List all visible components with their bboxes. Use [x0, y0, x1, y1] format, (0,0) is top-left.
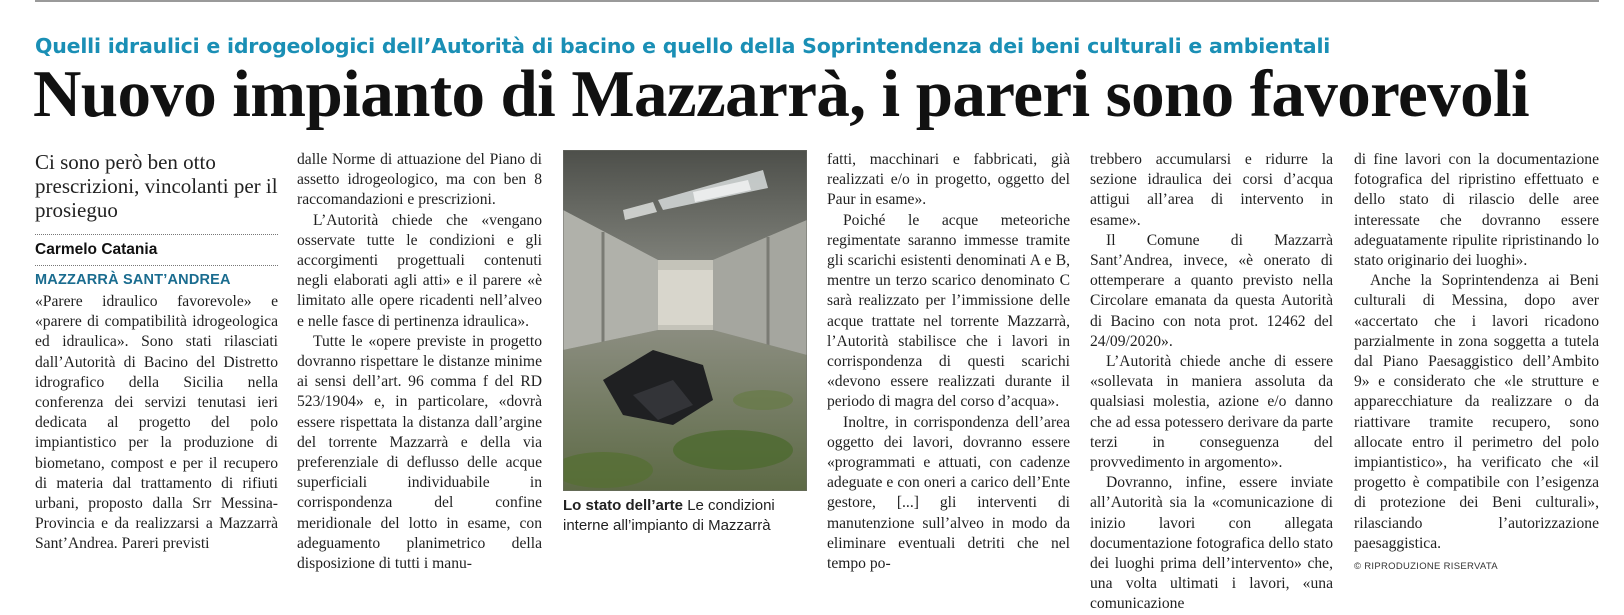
paragraph: «Parere idraulico favorevole» e «parere di compatibilità idrogeologica ed idraulica». Sono stati rilasciati dall’Autorità di Bacino del Distretto idrografico della Sicilia nella conferenza dei servizi tenutasi ieri dedicata al progetto del polo impiantistico per la produzione di biometano, compost e per il recupero di materia dal trattamento di rifiuti urbani, proposto dalla Srr Messina-Provincia e da realizzarsi a Mazzarrà Sant’Andrea. Pareri previsti	[35, 293, 278, 553]
column-5	[1354, 150, 1599, 577]
paragraph: Anche la Soprintendenza ai Beni culturali di Messina, dopo aver «accertato che i lavori ricadono parzialmente in zona soggetta a tutela dal Piano Paesaggistico dell’Ambito 9» e considerato che «le strutture e apparecchiature da realizzare o da riattivare tramite recupero, sono allocate entro il perimetro del polo impiantistico», ha verificato che «il progetto è compatibile con l’esigenza di protezione dei Beni culturali», rilasciando l’autorizzazione paesaggistica.	[1354, 272, 1599, 552]
article-summary: Ci sono però ben otto prescrizioni, vincolanti per il prosieguo	[35, 150, 278, 235]
article-kicker: Quelli idraulici e idrogeologici dell’Autorità di bacino e quello della Soprintendenza dei beni culturali e ambientali	[35, 34, 1331, 58]
column-3	[827, 150, 1070, 574]
column-2	[297, 150, 542, 574]
paragraph: Il Comune di Mazzarrà Sant’Andrea, invece, «è onerato di ottemperare a quanto previsto nella Circolare emanata da questa Autorità di Bacino con nota prot. 12462 del 24/09/2020».	[1090, 231, 1333, 350]
copyright-notice: © RIPRODUZIONE RISERVATA	[1354, 561, 1498, 573]
column-4	[1090, 150, 1333, 615]
photo-caption	[563, 496, 813, 536]
paragraph: trebbero accumularsi e ridurre la sezione idraulica dei corsi d’acqua attigui all’area di intervento in esame».	[1090, 151, 1333, 229]
article-author: Carmelo Catania	[35, 235, 278, 266]
column-1-text	[35, 292, 278, 555]
column-1	[35, 150, 278, 555]
article-photo	[563, 150, 807, 491]
paragraph: Dovranno, infine, essere inviate all’Autorità sia la «comunicazione di inizio lavori con allegata documentazione fotografica dello stato dei luoghi prima dell’intervento» che, una volta ultimati i lavori, «una comunicazione	[1090, 474, 1333, 613]
article-dateline: MAZZARRÀ SANT’ANDREA	[35, 272, 231, 288]
photo-caption-text: Le condizioni interne all’impianto di Mazzarrà	[563, 497, 775, 534]
paragraph: Tutte le «opere previste in progetto dovranno rispettare le distanze minime ai sensi dell’art. 96 comma f del RD 523/1904» e, in particolare, «dovrà essere rispettata la distanza dall’argine del torrente Mazzarrà e della via preferenziale di deflusso delle acque superficiali individuabile in corrispondenza del confine meridionale del lotto in esame, con adeguamento planimetrico della disposizione di tutti i manu-	[297, 332, 542, 573]
paragraph: L’Autorità chiede anche di essere «sollevata in maniera assoluta da qualsiasi molestia, azione e/o danno che ad essa potessero derivare da parte terzi in conseguenza del provvedimento in argomento».	[1090, 353, 1333, 472]
paragraph: Inoltre, in corrispondenza dell’area oggetto dei lavori, dovranno essere «programmati e attuati, con cadenze adeguate e con oneri a carico dell’Ente gestore, [...] gli interventi di manutenzione sull’alveo in modo da eliminare eventuali detriti che nel tempo po-	[827, 413, 1070, 573]
photo-caption-title: Lo stato dell’arte	[563, 497, 684, 514]
paragraph: L’Autorità chiede che «vengano osservate tutte le condizioni e gli accorgimenti progettuali contenuti negli elaborati agli atti» e il parere «è limitato alle opere ricadenti nell’alveo e nelle fasce di pertinenza idraulica».	[297, 211, 542, 330]
paragraph: dalle Norme di attuazione del Piano di assetto idrogeologico, ma con ben 8 raccomandazioni e prescrizioni.	[297, 151, 542, 209]
paragraph: di fine lavori con la documentazione fotografica del ripristino effettuato e dello stato di rilascio delle aree interessate che dovranno essere adeguatamente ripulite ripristinando lo stato originario dei luoghi».	[1354, 151, 1599, 270]
paragraph: Poiché le acque meteoriche regimentate saranno immesse tramite gli scarichi esistenti denominati A e B, mentre un terzo scarico denominato C sarà realizzato per l’immissione delle acque trattate nel torrente Mazzarrà, l’Autorità stabilisce che i lavori in corrispondenza di questi scarichi «devono essere realizzati durante il periodo di magra del corso d’acqua».	[827, 211, 1070, 411]
article-headline: Nuovo impianto di Mazzarrà, i pareri sono favorevoli	[33, 57, 1530, 131]
paragraph: fatti, macchinari e fabbricati, già realizzati e/o in progetto, oggetto del Paur in esame».	[827, 151, 1070, 209]
top-rule	[35, 0, 1599, 2]
